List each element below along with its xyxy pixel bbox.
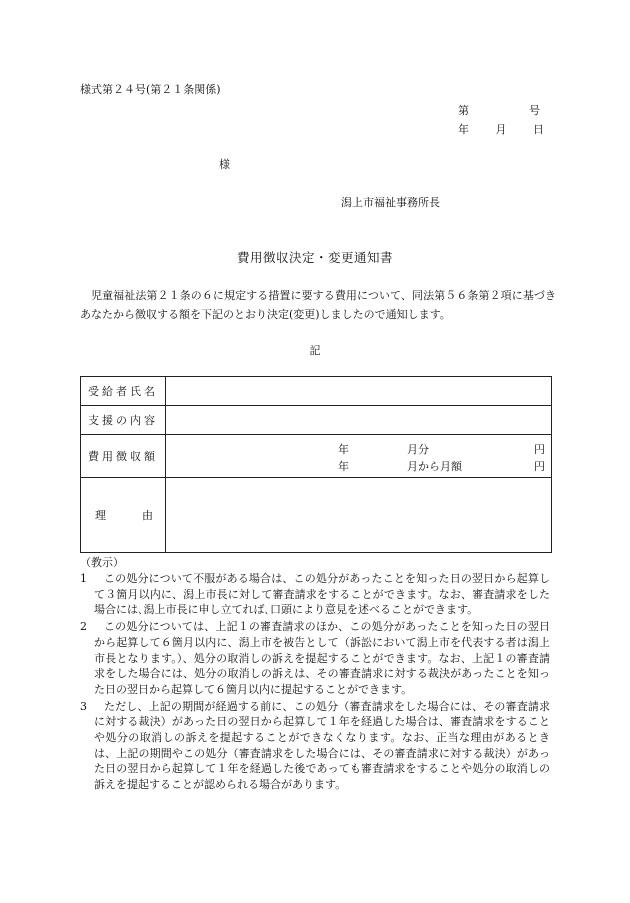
reason-label-char2: 由 (142, 509, 153, 522)
fee-amount-label: 費用徴収額 (81, 435, 166, 478)
fee-line2-yen: 円 (534, 460, 545, 473)
note-text: この処分については、上記１の審査請求のほか、この処分があったことを知った日の翌日から起算して６箇月以内に、潟上市を被告として（訴訟において潟上市を代表する者は潟上市長となります。）、処分の取消しの訴えを提起することができます。なお、上記１の審査請求をした場合には、処分の取消しの訴えは、その審査請求に対する裁決があったことを知った日の翌日から起算して６箇月以内に提起することができます。 (94, 620, 550, 696)
document-title: 費用徴収決定・変更通知書 (236, 250, 393, 265)
note-text: ただし、上記の期間が経過する前に、この処分（審査請求をした場合には、その審査請求に対する裁決）があった日の翌日から起算して１年を経過した場合は、審査請求をすることや処分の取消しの訴えを提起することができなくなります。なお、正当な理由があるときは、上記の期間やこの処分（審査請求をした場合には、その審査請求に対する裁決）があった日の翌日から起算して１年を経過した後であっても審査請求をすることや処分の取消しの訴えを提起することが認められる場合があります。 (94, 699, 550, 792)
support-content-cell (166, 406, 552, 435)
ki-heading: 記 (309, 344, 321, 357)
instruction-notes (80, 571, 550, 794)
date-month: 月 (495, 123, 507, 136)
recipient-name-label: 受給者氏名 (81, 377, 166, 406)
details-table (80, 376, 552, 553)
note-text: この処分について不服がある場合は、この処分があったことを知った日の翌日から起算して３箇月以内に、潟上市長に対して審査請求をすることができます。なお、審査請求をした場合には､潟上市長に申し立てれば､口頭により意見を述べることができます。 (94, 572, 550, 617)
recipient-name-cell (166, 377, 552, 406)
date-day: 日 (533, 123, 544, 136)
fee-line-monthly (166, 441, 551, 455)
table-row-fee (81, 435, 552, 478)
instruction-note-3 (80, 699, 550, 793)
table-row-support (81, 406, 552, 435)
document-number-prefix: 第 (458, 104, 469, 117)
instruction-note-1 (80, 571, 550, 618)
note-number: 2 (80, 620, 87, 634)
support-content-label: 支援の内容 (81, 406, 166, 435)
note-number: 3 (80, 699, 87, 713)
fee-line-from-month (166, 458, 551, 472)
table-row-reason (81, 478, 552, 553)
instruction-heading: （教示） (80, 556, 124, 569)
addressee-honorific: 様 (219, 158, 230, 171)
fee-line2-year: 年 (338, 460, 349, 473)
fee-line1-yen: 円 (534, 443, 545, 456)
note-number: 1 (80, 572, 87, 585)
reason-label-char1: 理 (95, 509, 106, 522)
fee-line1-month: 月分 (407, 443, 429, 456)
body-text: 児童福祉法第２１条の６に規定する措置に要する費用について、同法第５６条第２項に基づきあなたから徴収する額を下記のとおり決定(変更)しましたので通知します。 (80, 289, 556, 321)
sender-name: 潟上市福祉事務所長 (341, 196, 440, 209)
reason-label (81, 478, 166, 553)
fee-line1-year: 年 (338, 443, 349, 456)
table-row-recipient (81, 377, 552, 406)
document-number-line (458, 102, 544, 118)
document-number-suffix: 号 (529, 104, 540, 117)
instruction-note-2 (80, 619, 550, 698)
reason-cell (166, 478, 552, 553)
issue-date-line (458, 121, 544, 137)
form-number: 様式第２４号(第２１条関係) (80, 83, 221, 96)
fee-line2-month: 月から月額 (407, 460, 462, 473)
fee-amount-cell (166, 435, 552, 478)
date-year: 年 (458, 123, 469, 136)
